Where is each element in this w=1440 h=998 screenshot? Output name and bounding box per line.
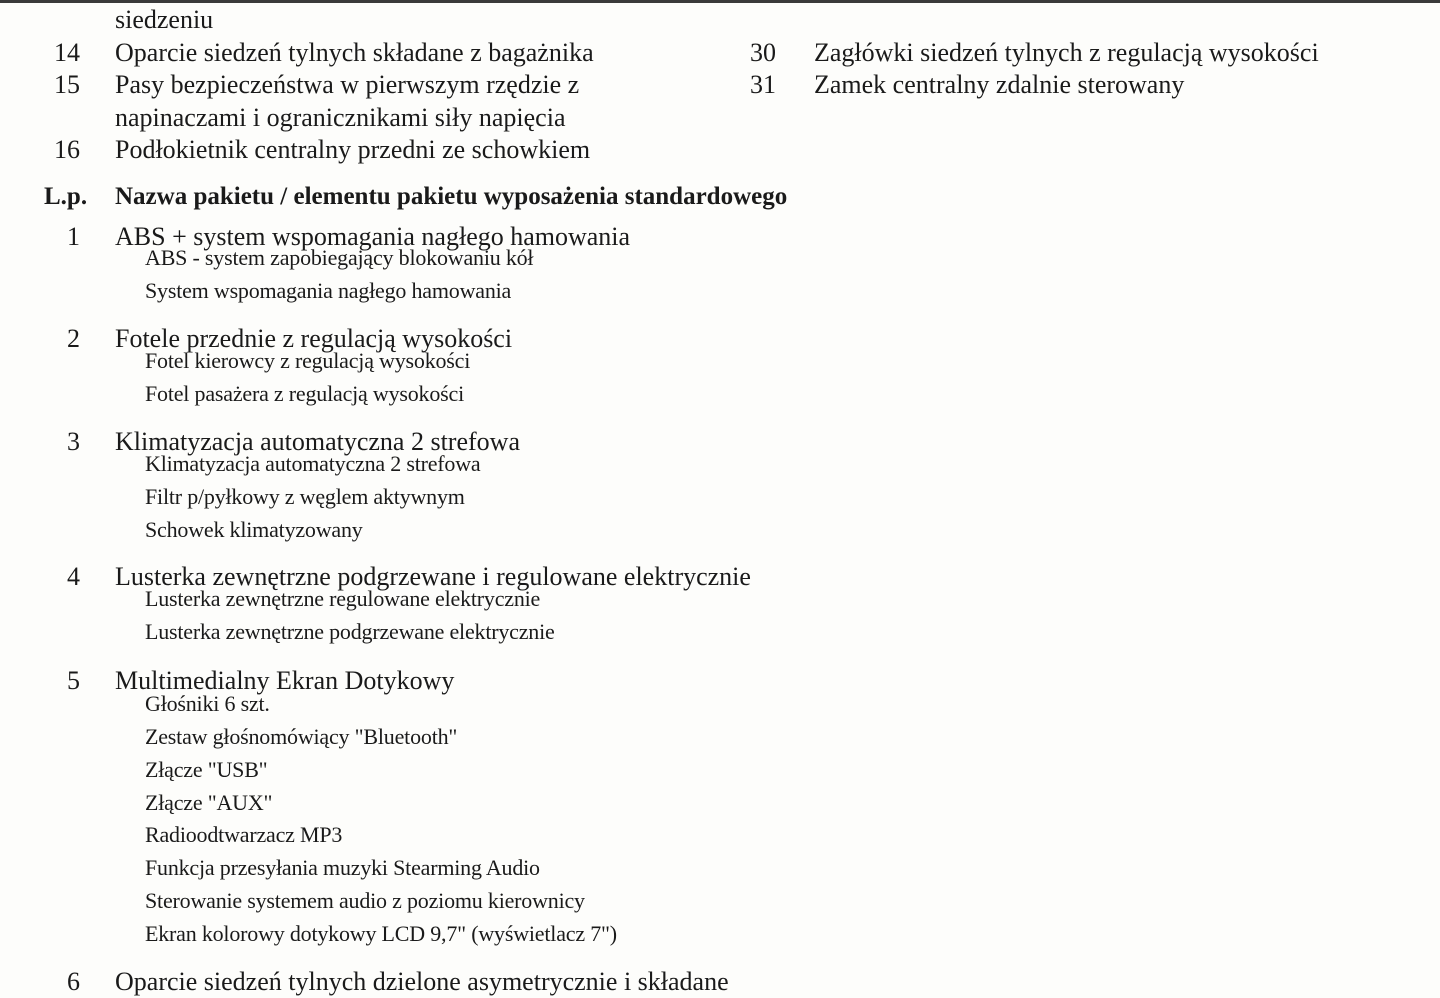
package-element: Radioodtwarzacz MP3 xyxy=(145,822,343,847)
list-item: Zamek centralny zdalnie sterowany xyxy=(814,70,1185,99)
package-number: 4 xyxy=(67,562,80,591)
package-name: ABS + system wspomagania nagłego hamowania xyxy=(115,222,631,251)
item-number: 31 xyxy=(750,70,776,99)
list-item-continuation: napinaczami i ogranicznikami siły napięcia xyxy=(115,103,566,132)
list-item: Pasy bezpieczeństwa w pierwszym rzędzie z xyxy=(115,70,580,99)
header-lp: L.p. xyxy=(44,183,88,210)
package-name: Oparcie siedzeń tylnych dzielone asymetrycznie i składane xyxy=(115,967,729,996)
list-item: Oparcie siedzeń tylnych składane z bagażnika xyxy=(115,38,594,67)
package-name: Lusterka zewnętrzne podgrzewane i regulowane elektrycznie xyxy=(115,562,751,591)
package-element: Sterowanie systemem audio z poziomu kierownicy xyxy=(145,888,585,913)
item-number: 15 xyxy=(54,70,80,99)
package-element: Ekran kolorowy dotykowy LCD 9,7" (wyświetlacz 7") xyxy=(145,921,617,946)
package-element: ABS - system zapobiegający blokowaniu kół xyxy=(145,245,534,270)
package-number: 1 xyxy=(67,222,80,251)
package-element: Klimatyzacja automatyczna 2 strefowa xyxy=(145,451,481,476)
package-element: Lusterka zewnętrzne podgrzewane elektrycznie xyxy=(145,619,555,644)
package-name: Multimedialny Ekran Dotykowy xyxy=(115,666,455,695)
continuation-text: siedzeniu xyxy=(115,5,214,34)
package-element: Lusterka zewnętrzne regulowane elektrycznie xyxy=(145,586,541,611)
package-element: Zestaw głośnomówiący "Bluetooth" xyxy=(145,724,458,749)
item-number: 30 xyxy=(750,38,776,67)
package-element: Schowek klimatyzowany xyxy=(145,517,363,542)
list-item: Podłokietnik centralny przedni ze schowkiem xyxy=(115,135,591,164)
item-number: 14 xyxy=(54,38,80,67)
package-element: Złącze "AUX" xyxy=(145,790,273,815)
list-item: Zagłówki siedzeń tylnych z regulacją wysokości xyxy=(814,38,1319,67)
package-element: Filtr p/pyłkowy z węglem aktywnym xyxy=(145,484,465,509)
package-element: Funkcja przesyłania muzyki Stearming Audio xyxy=(145,855,540,880)
package-number: 6 xyxy=(67,967,80,996)
header-package-name: Nazwa pakietu / elementu pakietu wyposażenia standardowego xyxy=(115,183,788,210)
package-element: Fotel kierowcy z regulacją wysokości xyxy=(145,348,471,373)
package-element: System wspomagania nagłego hamowania xyxy=(145,278,512,303)
item-number: 16 xyxy=(54,135,80,164)
page-top-edge xyxy=(0,0,1440,3)
package-element: Głośniki 6 szt. xyxy=(145,691,270,716)
package-name: Klimatyzacja automatyczna 2 strefowa xyxy=(115,427,520,456)
package-number: 3 xyxy=(67,427,80,456)
package-number: 5 xyxy=(67,666,80,695)
package-number: 2 xyxy=(67,324,80,353)
package-element: Złącze "USB" xyxy=(145,757,268,782)
package-element: Fotel pasażera z regulacją wysokości xyxy=(145,381,464,406)
package-name: Fotele przednie z regulacją wysokości xyxy=(115,324,513,353)
